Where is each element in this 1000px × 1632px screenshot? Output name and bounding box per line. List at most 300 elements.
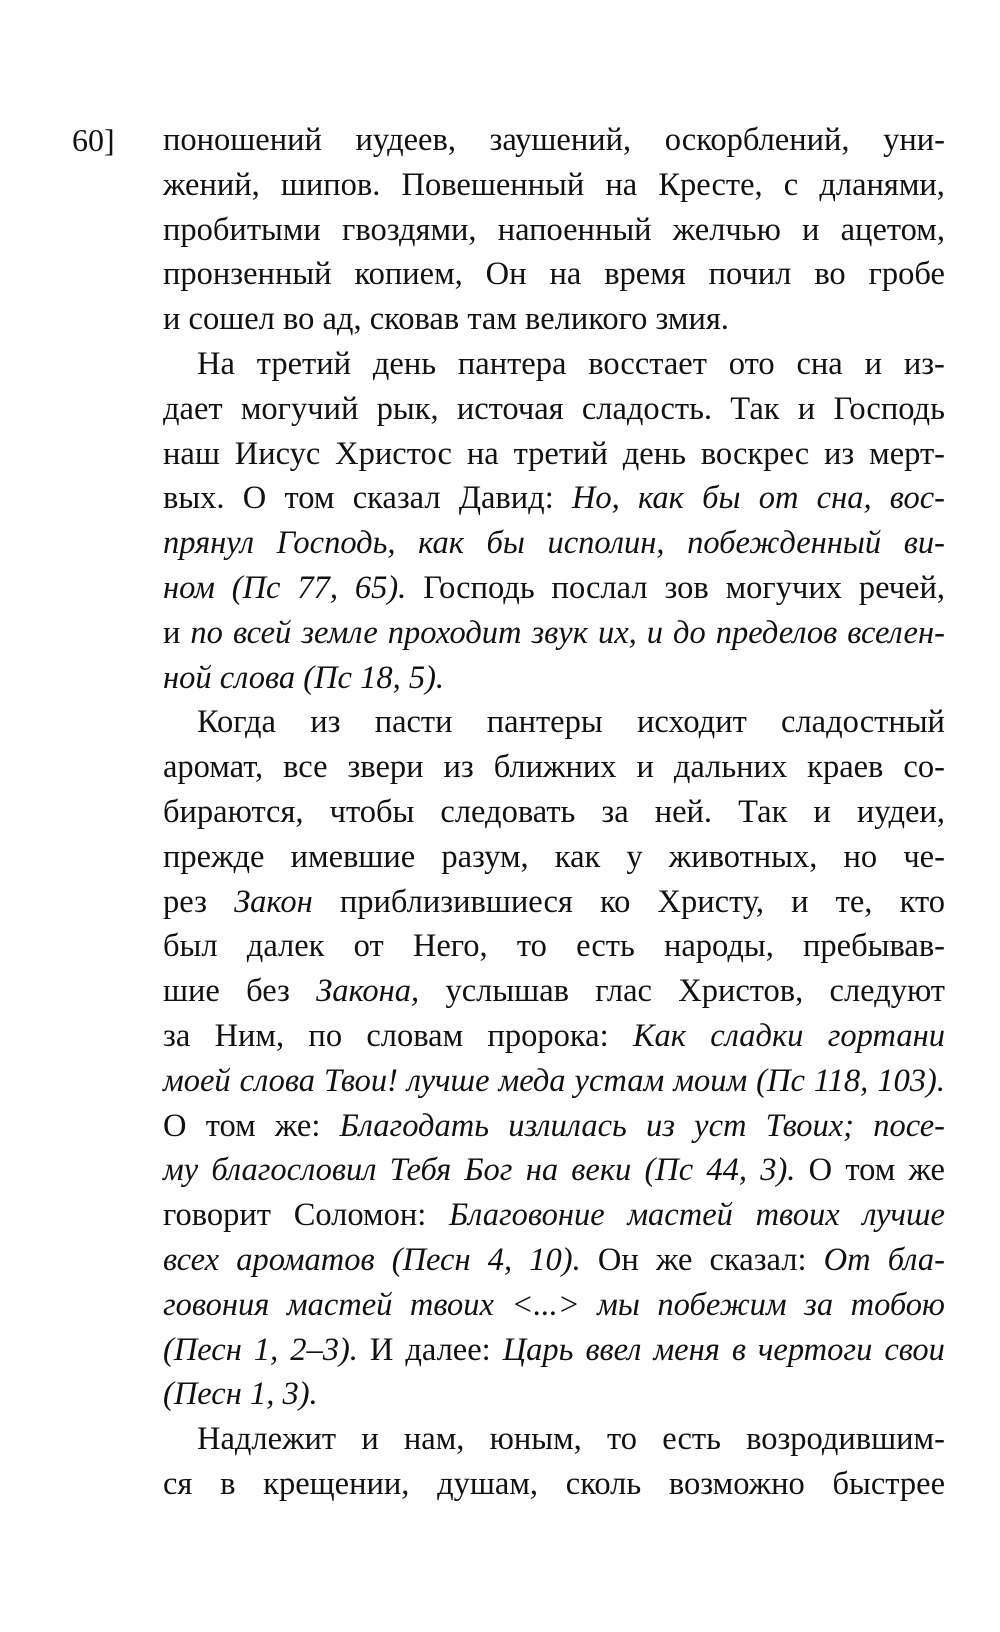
word-group [607, 1417, 637, 1462]
word-group [308, 1014, 342, 1059]
word-group [847, 611, 945, 656]
word-group [402, 163, 585, 208]
word-group [830, 969, 945, 1014]
word-group [571, 1148, 631, 1193]
word: возможно [668, 1465, 805, 1502]
text-line [163, 1148, 945, 1193]
italic-word: твоих [409, 1286, 494, 1323]
word-group [598, 1238, 639, 1283]
word-group [247, 924, 325, 969]
word: юным, [489, 1421, 582, 1458]
word-group [410, 1283, 494, 1328]
italic-word: чертоги [757, 1331, 873, 1368]
italic-word: мастей [286, 1286, 393, 1323]
word: краев [807, 749, 884, 786]
word: уни- [883, 122, 945, 158]
word: сказал [352, 480, 441, 517]
word-group [488, 1238, 512, 1283]
italic-word: Твои! [324, 1062, 398, 1099]
word: исходит [636, 704, 747, 741]
italic-word: благословил [211, 1152, 377, 1189]
word: у [626, 838, 643, 875]
word: Он [485, 256, 527, 293]
text-line [163, 656, 945, 701]
word: Давид: [458, 480, 554, 517]
text-line [163, 700, 945, 745]
word-group [206, 1104, 256, 1149]
italic-word: посе- [873, 1107, 945, 1144]
word-group [669, 1462, 805, 1507]
italic-word: <...> [511, 1286, 580, 1323]
word: те, [835, 883, 873, 920]
word: Христос [335, 435, 452, 472]
word: могучих [725, 569, 842, 606]
word-group [656, 1238, 692, 1283]
word-group [330, 790, 415, 835]
text-line [163, 745, 945, 790]
word-group [163, 1014, 190, 1059]
word-group [841, 208, 945, 253]
word-group [444, 745, 474, 790]
word-group [903, 745, 945, 790]
text-line [163, 566, 945, 611]
word-group [342, 208, 477, 253]
word-group [459, 476, 554, 521]
word-group [833, 387, 944, 432]
word: от [353, 928, 384, 965]
word-group [458, 342, 567, 387]
word: и [797, 390, 816, 427]
word-group [576, 924, 635, 969]
word: далее: [405, 1331, 491, 1368]
italic-word: и [646, 614, 664, 651]
word-group [423, 566, 534, 611]
word-group [163, 1148, 198, 1193]
word-group [440, 790, 575, 835]
word-group [637, 745, 654, 790]
italic-word: тобою [850, 1286, 945, 1323]
italic-word: Тебя [389, 1152, 452, 1189]
italic-word: (Пс [756, 1062, 805, 1099]
word: Так [738, 793, 788, 830]
word: сказал: [709, 1241, 807, 1278]
word-group [862, 1193, 945, 1238]
word-group [851, 1283, 945, 1328]
italic-word: сна, [816, 480, 872, 517]
italic-word: побежденный [687, 525, 882, 562]
italic-word: слова [239, 1062, 316, 1099]
word-group [900, 880, 945, 925]
word: ото [728, 345, 775, 382]
word: в [220, 1465, 236, 1502]
word-group [163, 924, 218, 969]
word: и [163, 614, 181, 651]
word-group [633, 1014, 686, 1059]
word-group [819, 163, 945, 208]
word: прежде [163, 838, 265, 875]
word-group [486, 252, 527, 297]
word: ко [600, 883, 631, 920]
word-group [890, 476, 945, 521]
word: оскорблений, [664, 122, 850, 158]
word: дланями, [819, 166, 945, 203]
word: третий [256, 345, 352, 382]
word: О [808, 1152, 833, 1189]
word-group [803, 924, 945, 969]
word-group [623, 432, 686, 477]
word-group [340, 1104, 489, 1149]
word-group [791, 880, 808, 925]
word: аромат, [163, 749, 264, 786]
italic-word: бы [486, 525, 525, 562]
word: день [622, 435, 686, 472]
italic-word: в [731, 1331, 746, 1368]
word-group [804, 1283, 833, 1328]
italic-word: гортани [827, 1017, 945, 1054]
word-group [310, 700, 340, 745]
text-line [163, 297, 945, 342]
word-group [163, 1328, 242, 1373]
word-group [756, 1193, 840, 1238]
word: источая [456, 390, 564, 427]
word-group [673, 1059, 747, 1104]
italic-word: му [163, 1152, 199, 1189]
text-line [163, 1014, 945, 1059]
word: иудеев, [355, 122, 456, 158]
word: и [361, 1421, 379, 1458]
word: На [197, 345, 235, 382]
word-group [824, 1238, 871, 1283]
word-group [904, 521, 945, 566]
italic-word: 118, [813, 1062, 869, 1099]
word: день [372, 345, 437, 382]
word: жений, [163, 166, 260, 203]
text-line [163, 476, 945, 521]
word-group [490, 1417, 582, 1462]
word-group [197, 700, 276, 745]
italic-word: веки [571, 1152, 632, 1189]
word-group [487, 1014, 608, 1059]
italic-word: мастей [627, 1197, 733, 1234]
word-group [597, 1283, 640, 1328]
word: воскрес [700, 435, 810, 472]
word: со- [903, 749, 945, 786]
word: гробе [868, 256, 945, 293]
italic-word: 77, [297, 569, 338, 606]
word: из- [903, 345, 945, 382]
word-group [869, 252, 945, 297]
word: же: [274, 1107, 321, 1144]
italic-word: на [525, 1152, 559, 1189]
italic-word: 2–3). [290, 1331, 358, 1368]
word-group [738, 790, 787, 835]
word-group [726, 566, 842, 611]
word: том [205, 1107, 256, 1144]
italic-word: прянул [163, 525, 255, 562]
word-group [836, 880, 873, 925]
italic-word: меда [498, 1062, 566, 1099]
word: сладость. [581, 390, 713, 427]
word: и [813, 793, 831, 830]
italic-word: лучше [862, 1197, 945, 1234]
italic-word: Бог [464, 1152, 513, 1189]
word: без [246, 973, 290, 1010]
word-group [490, 118, 632, 163]
word-group [888, 1238, 945, 1283]
word: желчью [672, 211, 781, 248]
word-group [324, 1059, 398, 1104]
word-group [758, 1328, 872, 1373]
word: с [783, 166, 799, 203]
word-group [335, 432, 452, 477]
word-group [163, 432, 220, 477]
word-group [445, 969, 569, 1014]
word-group [241, 387, 359, 432]
italic-word: Закона, [316, 973, 420, 1010]
text-line [163, 342, 945, 387]
word-group [865, 342, 882, 387]
word-group [572, 476, 620, 521]
text-line [163, 1059, 945, 1104]
italic-word: ароматов [236, 1241, 375, 1278]
word-group [377, 387, 439, 432]
word-group [361, 1417, 378, 1462]
word: пророка: [487, 1017, 609, 1054]
word-group [814, 252, 845, 297]
word: Иисус [234, 435, 321, 472]
text-line [163, 790, 945, 835]
italic-word: как [418, 525, 464, 562]
word: дальних [673, 749, 788, 786]
word-group [884, 1328, 945, 1373]
word-group [366, 1014, 463, 1059]
italic-word: твоих [755, 1197, 840, 1234]
word-group [766, 1104, 854, 1149]
word: том [845, 1152, 896, 1189]
word: же [655, 1241, 693, 1278]
word-group [646, 1104, 675, 1149]
word-group [673, 611, 706, 656]
word-group [405, 1328, 490, 1373]
word-group [798, 387, 815, 432]
word: из [824, 435, 855, 472]
word: че- [903, 838, 945, 875]
word-group [277, 521, 396, 566]
italic-word: говония [163, 1286, 270, 1323]
word-group [585, 1328, 641, 1373]
word: шие [163, 973, 220, 1010]
word-group [294, 1193, 427, 1238]
word: есть [576, 928, 635, 965]
text-line [163, 432, 945, 477]
word: во [814, 256, 846, 293]
word-group [246, 969, 290, 1014]
word: следовать [440, 793, 576, 830]
word-group [413, 924, 488, 969]
word-group [709, 252, 792, 297]
word: пасти [374, 704, 453, 741]
word-group [637, 700, 747, 745]
word-group [234, 880, 313, 925]
italic-word: излилась [508, 1107, 627, 1144]
word-group [163, 252, 332, 297]
italic-word: ввел [585, 1331, 642, 1368]
italic-word: бла- [887, 1241, 945, 1278]
word: заушений, [489, 122, 632, 158]
word-group [316, 969, 419, 1014]
word: Повешенный [401, 166, 585, 203]
word: третий [513, 435, 608, 472]
word-group [498, 1059, 565, 1104]
word-group [284, 476, 334, 521]
word: все [283, 749, 328, 786]
text-line [163, 252, 945, 297]
italic-word: Закон [234, 883, 313, 920]
word-group [662, 1417, 721, 1462]
word-group [236, 1238, 374, 1283]
italic-word: как [638, 480, 684, 517]
word-group [657, 1283, 786, 1328]
word: чтобы [329, 793, 415, 830]
italic-word: (Песн [391, 1241, 471, 1278]
word: животных, [668, 838, 818, 875]
word: Он [597, 1241, 639, 1278]
word: почил [708, 256, 792, 293]
italic-word: свои [884, 1331, 945, 1368]
word: Господь [423, 569, 535, 606]
word-group [163, 387, 223, 432]
word: и [802, 211, 820, 248]
word-group [552, 566, 648, 611]
italic-word: до [673, 614, 706, 651]
word-group [235, 432, 321, 477]
text-line [163, 924, 945, 969]
word-group [869, 432, 945, 477]
word: пронзенный [163, 256, 332, 293]
italic-word: всех [163, 1241, 220, 1278]
word: вых. [163, 480, 225, 517]
word-group [340, 880, 573, 925]
italic-word: мы [597, 1286, 640, 1323]
italic-word: устам [574, 1062, 665, 1099]
word-group [163, 835, 264, 880]
word: напоенный [497, 211, 652, 248]
word: Надлежит [197, 1421, 337, 1458]
word-group [487, 700, 603, 745]
word: пантера [457, 345, 567, 382]
word: есть [662, 1421, 721, 1458]
word-group [796, 342, 842, 387]
word: глас [595, 973, 652, 1010]
word-group [297, 566, 338, 611]
word-group [844, 835, 878, 880]
word: приблизившиеся [339, 883, 573, 920]
word-group [390, 1148, 452, 1193]
word-group [503, 1328, 574, 1373]
word: звери [347, 749, 424, 786]
word-group [232, 566, 281, 611]
word: речей, [858, 569, 945, 606]
word-group [257, 342, 351, 387]
word-group [240, 1059, 315, 1104]
word-group [601, 790, 628, 835]
word-group [814, 1059, 868, 1104]
word-group [598, 611, 637, 656]
italic-word: 103). [877, 1062, 945, 1099]
italic-word: лучше [406, 1062, 490, 1099]
word: был [163, 928, 218, 965]
word: ней. [654, 793, 713, 830]
word: Него, [412, 928, 488, 965]
word-group [526, 1148, 558, 1193]
word: пантеры [486, 704, 603, 741]
word-group [163, 969, 220, 1014]
text-line [163, 1104, 945, 1149]
text-line [163, 521, 945, 566]
word: из [310, 704, 341, 741]
italic-word: проходит [387, 614, 522, 651]
word-group [197, 342, 235, 387]
word-group [283, 745, 327, 790]
italic-word: ном [163, 569, 215, 606]
italic-word: Господь, [276, 525, 396, 562]
italic-word: их, [597, 614, 637, 651]
word-group [190, 611, 223, 656]
word: как [554, 838, 601, 875]
word-group [595, 969, 652, 1014]
word: ся [163, 1465, 193, 1502]
word: восстает [588, 345, 707, 382]
word-group [701, 432, 809, 477]
word-group [529, 1238, 580, 1283]
word-group [163, 566, 215, 611]
word-group [163, 1462, 192, 1507]
word-group [301, 611, 377, 656]
word-group [370, 1328, 393, 1373]
word: нам, [403, 1421, 465, 1458]
word-group [347, 745, 423, 790]
word: гвоздями, [342, 211, 477, 248]
italic-word: (Пс [231, 569, 281, 606]
word-group [215, 1014, 285, 1059]
word-group [857, 790, 945, 835]
word-group [498, 208, 652, 253]
italic-word: 4, [487, 1241, 513, 1278]
word-group [760, 1148, 795, 1193]
word: же [908, 1152, 945, 1189]
word-group [600, 880, 630, 925]
word-group [404, 1417, 465, 1462]
word-group [732, 1328, 746, 1373]
word-group [163, 880, 207, 925]
word-group [163, 476, 225, 521]
text-line [163, 880, 945, 925]
italic-word: 3). [760, 1152, 796, 1189]
word: Соломон: [293, 1197, 427, 1234]
word: иудеи, [856, 793, 945, 830]
text-line [163, 969, 945, 1014]
word: крещении, [263, 1465, 410, 1502]
word-group [582, 387, 712, 432]
italic-word: меня [653, 1331, 720, 1368]
word-group [163, 745, 263, 790]
word-group [873, 1104, 945, 1149]
italic-word: Но, [571, 480, 620, 517]
italic-word: Как [632, 1017, 686, 1054]
word-group [664, 566, 708, 611]
italic-word: вселен- [847, 614, 945, 651]
word: пребывав- [803, 928, 945, 965]
